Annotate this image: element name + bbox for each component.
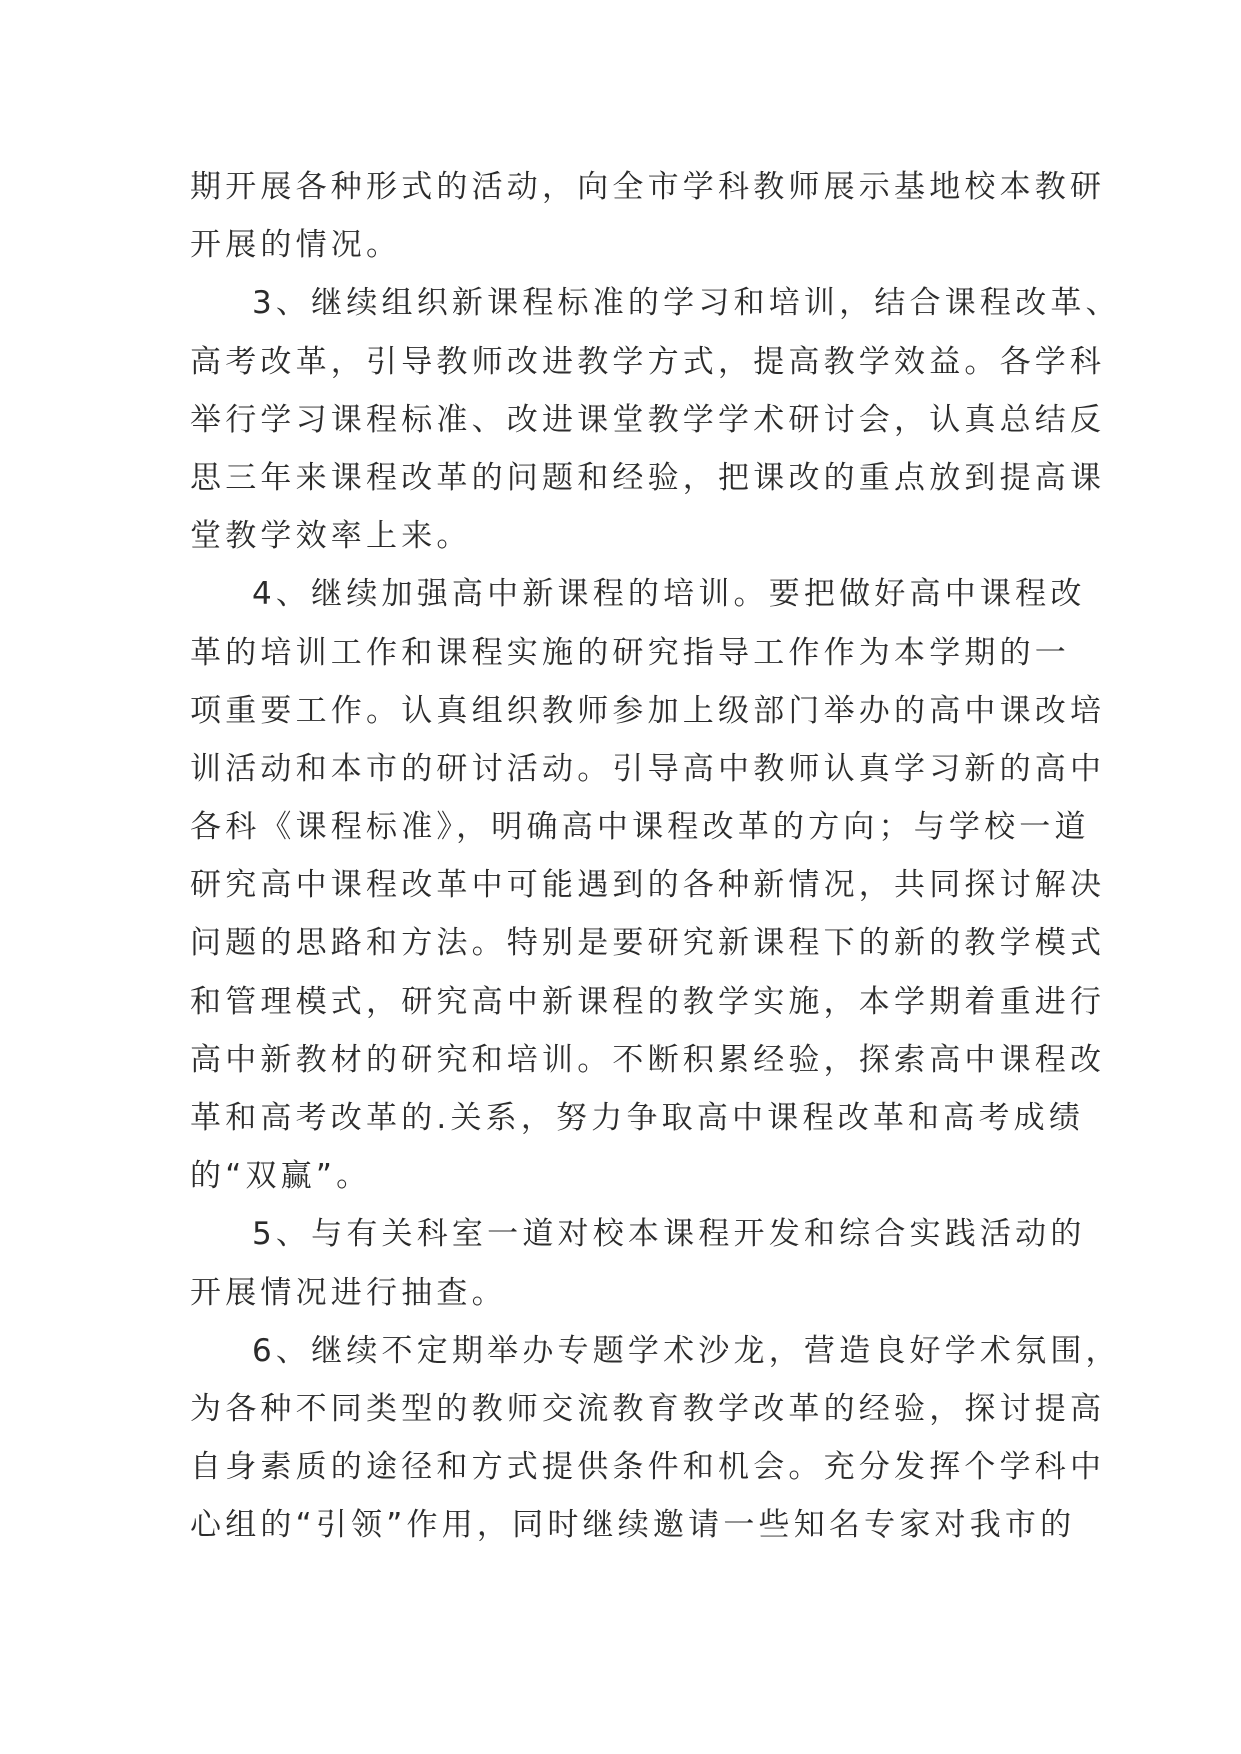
paragraph-start-line: 3、继续组织新课程标准的学习和培训，结合课程改革、 [252, 285, 1121, 322]
document-body [190, 158, 1121, 1555]
text-line: 举行学习课程标准、改进课堂教学学术研讨会，认真总结反 [190, 401, 1106, 438]
text-line: 期开展各种形式的活动，向全市学科教师展示基地校本教研 [190, 169, 1106, 205]
text-line: 堂教学效率上来。 [190, 518, 472, 555]
text-line: 开展的情况。 [190, 227, 402, 264]
text-line: 革和高考改革的.关系，努力争取高中课程改革和高考成绩 [190, 1100, 1085, 1136]
text-line: 高中新教材的研究和培训。不断积累经验，探索高中课程改 [190, 1041, 1106, 1078]
text-line: 思三年来课程改革的问题和经验，把课改的重点放到提高课 [190, 459, 1106, 496]
text-line: 的“双赢”。 [190, 1158, 372, 1195]
text-line: 心组的“引领”作用，同时继续邀请一些知名专家对我市的 [190, 1507, 1076, 1544]
text-line: 高考改革，引导教师改进教学方式，提高教学效益。各学科 [190, 343, 1106, 380]
text-line: 为各种不同类型的教师交流教育教学改革的经验，探讨提高 [190, 1390, 1106, 1427]
text-line: 开展情况进行抽查。 [190, 1274, 507, 1311]
text-line: 各科《课程标准》，明确高中课程改革的方向；与学校一道 [190, 809, 1090, 846]
text-line: 训活动和本市的研讨活动。引导高中教师认真学习新的高中 [190, 750, 1106, 787]
text-line: 和管理模式，研究高中新课程的教学实施，本学期着重进行 [190, 983, 1106, 1020]
text-line: 研究高中课程改革中可能遇到的各种新情况，共同探讨解决 [190, 867, 1106, 904]
paragraph-start-line: 5、与有关科室一道对校本课程开发和综合实践活动的 [252, 1216, 1086, 1253]
paragraph-start-line: 4、继续加强高中新课程的培训。要把做好高中课程改 [252, 576, 1086, 613]
text-line: 项重要工作。认真组织教师参加上级部门举办的高中课改培 [190, 692, 1106, 729]
text-line: 自身素质的途径和方式提供条件和机会。充分发挥个学科中 [190, 1449, 1106, 1486]
text-line: 革的培训工作和课程实施的研究指导工作作为本学期的一 [190, 634, 1070, 671]
paragraph-start-line: 6、继续不定期举办专题学术沙龙，营造良好学术氛围， [252, 1332, 1121, 1369]
text-line: 问题的思路和方法。特别是要研究新课程下的新的教学模式 [190, 925, 1106, 962]
